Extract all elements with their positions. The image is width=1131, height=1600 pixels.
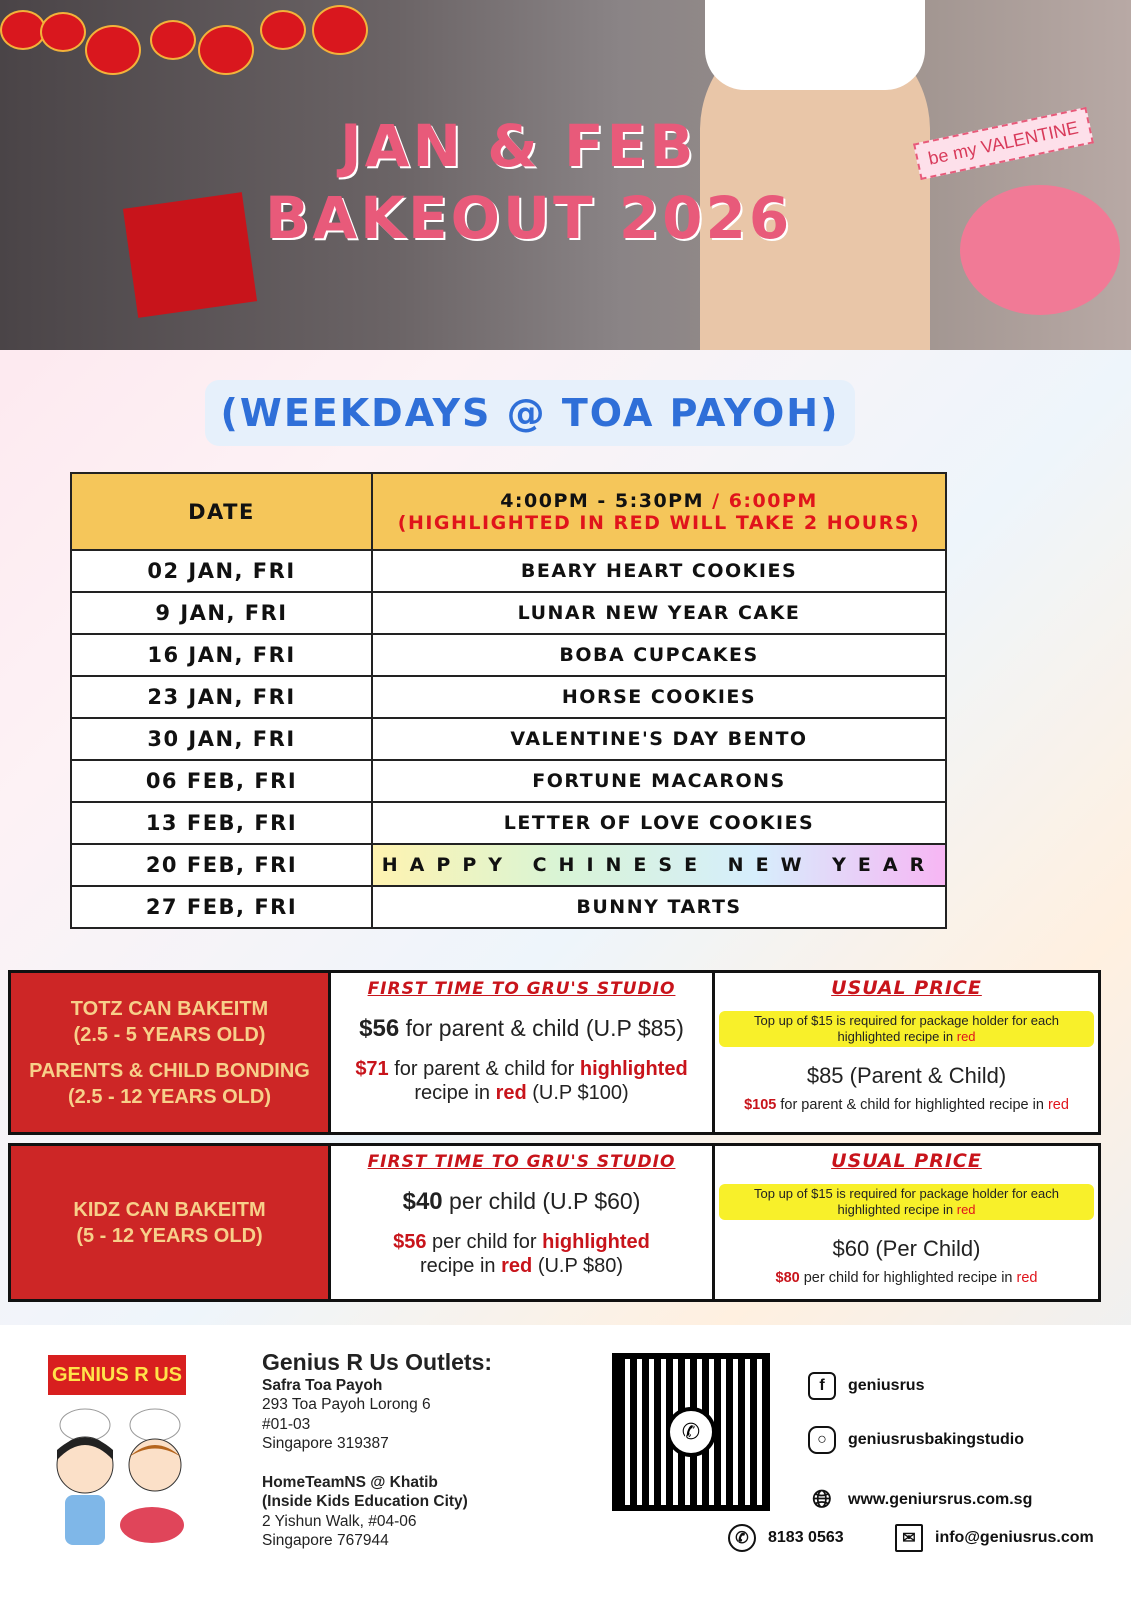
first-time-price bbox=[331, 1015, 712, 1043]
facebook-link[interactable] bbox=[808, 1372, 924, 1400]
instagram-handle: geniusrusbakingstudio bbox=[848, 1431, 1025, 1448]
first-time-pricing bbox=[331, 1146, 715, 1299]
outlet2-sub: (Inside Kids Education City) bbox=[262, 1493, 468, 1510]
price-text: per child (U.P $60) bbox=[449, 1188, 641, 1214]
outlet1-address: #01-03 bbox=[262, 1415, 311, 1433]
row-date: 06 FEB, FRI bbox=[71, 760, 372, 802]
valentine-tag: be my VALENTINE bbox=[913, 107, 1094, 180]
price-text: for parent & child for highlighted recipe in bbox=[780, 1097, 1044, 1113]
whatsapp-qr-code[interactable] bbox=[612, 1353, 770, 1511]
program-line: PARENTS & CHILD BONDING bbox=[29, 1059, 310, 1082]
usual-highlighted-price bbox=[715, 1270, 1098, 1286]
footer bbox=[0, 1325, 1131, 1600]
row-date: 23 JAN, FRI bbox=[71, 676, 372, 718]
program-name bbox=[11, 973, 331, 1132]
phone-link[interactable] bbox=[728, 1524, 844, 1552]
pricing-box bbox=[8, 1143, 1101, 1302]
title-line-1: JAN & FEB bbox=[340, 112, 697, 180]
program-name bbox=[11, 1146, 331, 1299]
highlight-word: highlighted bbox=[579, 1058, 688, 1080]
row-date: 30 JAN, FRI bbox=[71, 718, 372, 760]
outlets-info bbox=[262, 1349, 493, 1551]
table-row bbox=[71, 802, 946, 844]
price: $71 bbox=[355, 1058, 389, 1080]
location-subtitle: (WEEKDAYS @ TOA PAYOH) bbox=[205, 380, 855, 446]
usual-price-note: (U.P $80) bbox=[537, 1255, 624, 1277]
red-word: red bbox=[1016, 1270, 1038, 1286]
row-date: 02 JAN, FRI bbox=[71, 550, 372, 592]
row-date: 20 FEB, FRI bbox=[71, 844, 372, 886]
usual-pricing bbox=[715, 1146, 1098, 1299]
usual-price-title: USUAL PRICE bbox=[831, 977, 982, 999]
usual-price: $85 (Parent & Child) bbox=[806, 1063, 1007, 1088]
outlet2-name: HomeTeamNS @ Khatib bbox=[262, 1473, 438, 1491]
title-line-2: BAKEOUT 2026 bbox=[265, 184, 793, 252]
price: $40 bbox=[402, 1188, 443, 1215]
price-text: per child for highlighted recipe in bbox=[803, 1270, 1013, 1286]
topup-text: Top up of $15 is required for package holder for each highlighted recipe in bbox=[754, 1186, 1059, 1217]
row-date: 13 FEB, FRI bbox=[71, 802, 372, 844]
whatsapp-icon: ✆ bbox=[666, 1407, 716, 1457]
email-address: info@geniusrus.com bbox=[935, 1529, 1094, 1546]
program-line: (2.5 - 5 YEARS OLD) bbox=[73, 1023, 266, 1046]
price-text: for parent & child for bbox=[394, 1058, 575, 1080]
program-line: (5 - 12 YEARS OLD) bbox=[76, 1224, 263, 1247]
banner-title bbox=[265, 110, 792, 254]
instagram-icon: ○ bbox=[808, 1426, 836, 1454]
envelope-icon: ✉ bbox=[895, 1524, 923, 1552]
table-row bbox=[71, 676, 946, 718]
lantern-icon bbox=[40, 12, 86, 52]
program-line: (2.5 - 12 YEARS OLD) bbox=[67, 1085, 272, 1108]
row-recipe: BEARY HEART COOKIES bbox=[372, 550, 946, 592]
phone-icon: ✆ bbox=[728, 1524, 756, 1552]
highlighted-price bbox=[331, 1230, 712, 1278]
header-date: DATE bbox=[71, 473, 372, 550]
usual-price-title: USUAL PRICE bbox=[831, 1150, 982, 1172]
time-slot-alt: / 6:00PM bbox=[712, 489, 818, 512]
instagram-link[interactable] bbox=[808, 1426, 1024, 1454]
price-text: for parent & child (U.P $85) bbox=[405, 1015, 684, 1041]
chocolate-box-image bbox=[960, 185, 1120, 315]
row-recipe: HAPPY CHINESE NEW YEAR bbox=[372, 844, 946, 886]
row-date: 9 JAN, FRI bbox=[71, 592, 372, 634]
red-word: red bbox=[956, 1202, 976, 1217]
topup-text: Top up of $15 is required for package holder for each highlighted recipe in bbox=[754, 1013, 1059, 1044]
table-row bbox=[71, 550, 946, 592]
highlighted-price bbox=[331, 1057, 712, 1105]
topup-note bbox=[719, 1184, 1094, 1220]
row-recipe: LUNAR NEW YEAR CAKE bbox=[372, 592, 946, 634]
price-text: per child for bbox=[432, 1231, 537, 1253]
table-row bbox=[71, 718, 946, 760]
banner bbox=[0, 0, 1131, 350]
website-url: www.geniursrus.com.sg bbox=[848, 1491, 1033, 1508]
topup-note bbox=[719, 1011, 1094, 1047]
chef-kids-illustration bbox=[40, 1405, 195, 1560]
email-link[interactable] bbox=[895, 1524, 1094, 1552]
outlet1-address: 293 Toa Payoh Lorong 6 bbox=[262, 1396, 431, 1413]
row-date: 16 JAN, FRI bbox=[71, 634, 372, 676]
table-row bbox=[71, 844, 946, 886]
table-row bbox=[71, 634, 946, 676]
outlet2-address: Singapore 767944 bbox=[262, 1532, 389, 1549]
table-row bbox=[71, 760, 946, 802]
table-row bbox=[71, 592, 946, 634]
program-line: TOTZ CAN BAKEITM bbox=[70, 997, 269, 1020]
usual-price: $60 (Per Child) bbox=[832, 1236, 981, 1261]
highlight-word: highlighted bbox=[542, 1231, 650, 1253]
facebook-icon: f bbox=[808, 1372, 836, 1400]
price: $56 bbox=[393, 1231, 427, 1253]
lantern-icon bbox=[312, 5, 368, 55]
first-time-pricing bbox=[331, 973, 715, 1132]
header-time bbox=[372, 473, 946, 550]
row-recipe: VALENTINE'S DAY BENTO bbox=[372, 718, 946, 760]
outlets-title: Genius R Us Outlets: bbox=[262, 1349, 493, 1375]
first-time-title: FIRST TIME TO GRU'S STUDIO bbox=[367, 979, 676, 999]
table-header bbox=[71, 473, 946, 550]
row-recipe: LETTER OF LOVE COOKIES bbox=[372, 802, 946, 844]
chef-hat-image bbox=[705, 0, 925, 90]
red-packet-image bbox=[123, 192, 257, 318]
outlet1-name: Safra Toa Payoh bbox=[262, 1376, 383, 1394]
row-recipe: HORSE COOKIES bbox=[372, 676, 946, 718]
red-word: red bbox=[495, 1082, 527, 1104]
table-row bbox=[71, 886, 946, 928]
lantern-icon bbox=[198, 25, 254, 75]
row-date: 27 FEB, FRI bbox=[71, 886, 372, 928]
price: $80 bbox=[775, 1270, 800, 1286]
first-time-price bbox=[331, 1188, 712, 1216]
row-recipe: BUNNY TARTS bbox=[372, 886, 946, 928]
usual-pricing bbox=[715, 973, 1098, 1132]
website-link[interactable] bbox=[808, 1486, 1032, 1514]
price: $56 bbox=[359, 1015, 400, 1042]
facebook-handle: geniusrus bbox=[848, 1377, 925, 1394]
genius-r-us-logo: GENIUS R US bbox=[48, 1355, 186, 1395]
header-note: (HIGHLIGHTED IN RED WILL TAKE 2 HOURS) bbox=[397, 511, 921, 534]
lantern-icon bbox=[150, 20, 196, 60]
price-text: recipe in bbox=[414, 1082, 490, 1104]
row-recipe: FORTUNE MACARONS bbox=[372, 760, 946, 802]
program-line: KIDZ CAN BAKEITM bbox=[73, 1198, 266, 1221]
pricing-box bbox=[8, 970, 1101, 1135]
row-recipe: BOBA CUPCAKES bbox=[372, 634, 946, 676]
red-word: red bbox=[956, 1029, 976, 1044]
red-word: red bbox=[1047, 1097, 1069, 1113]
lantern-icon bbox=[85, 25, 141, 75]
usual-highlighted-price bbox=[715, 1097, 1098, 1113]
schedule-table bbox=[70, 472, 947, 929]
price-text: recipe in bbox=[419, 1255, 496, 1277]
outlet1-address: Singapore 319387 bbox=[262, 1435, 389, 1452]
globe-icon: 🌐︎ bbox=[812, 1486, 832, 1513]
usual-price-note: (U.P $100) bbox=[532, 1082, 629, 1104]
red-word: red bbox=[501, 1255, 533, 1277]
phone-number: 8183 0563 bbox=[768, 1529, 844, 1546]
lantern-icon bbox=[260, 10, 306, 50]
price: $105 bbox=[744, 1097, 777, 1113]
outlet2-address: 2 Yishun Walk, #04-06 bbox=[262, 1512, 417, 1530]
time-slot: 4:00PM - 5:30PM bbox=[500, 489, 705, 512]
first-time-title: FIRST TIME TO GRU'S STUDIO bbox=[367, 1152, 676, 1172]
